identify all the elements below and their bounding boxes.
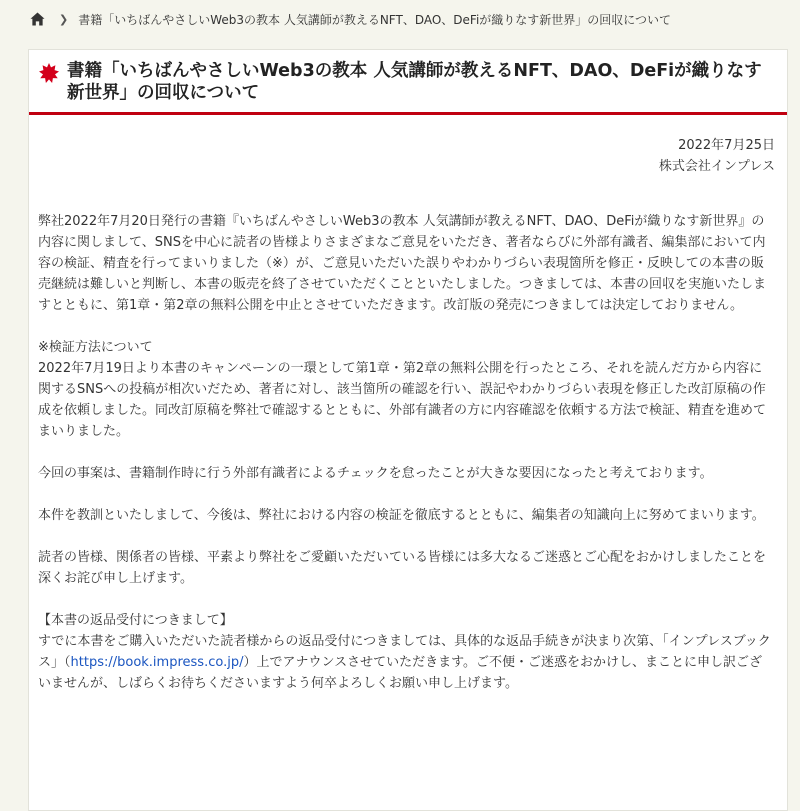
returns-text-after: ）上でアナウンスさせていただきます。ご不便・ご迷惑をおかけし、まことに申し訳ございませんが、しばらくお待ちくださいますよう何卒よろしくお願い申し上げます。 xyxy=(38,655,763,691)
breadcrumb xyxy=(0,0,800,38)
breadcrumb-current: 書籍「いちばんやさしいWeb3の教本 人気講師が教えるNFT、DAO、DeFiが織りなす新世界」の回収について xyxy=(78,12,672,27)
paragraph-announcement: 弊社2022年7月20日発行の書籍『いちばんやさしいWeb3の教本 人気講師が教えるNFT、DAO、DeFiが織りなす新世界』の内容に関しまして、SNSを中心に読者の皆様よりさまざまなご意見をいただき、著者ならびに外部有識者、編集部において内容の検証、精査を行ってまいりました（※）が、ご意見いただいた誤りやわかりづらい表現箇所を修正・反映しての本書の販売継続は難しいと判断し、本書の販売を終了させていただくことといたしました。つきましては、本書の回収を実施いたしますとともに、第1章・第2章の無料公開を中止とさせていただきます。改訂版の発売につきましては決定しておりません。 xyxy=(38,214,767,313)
article-header xyxy=(29,50,787,115)
paragraph-apology: 読者の皆様、関係者の皆様、平素より弊社をご愛顧いただいている皆様には多大なるご迷惑とご心配をおかけしましたことを深くお詫び申し上げます。 xyxy=(38,550,767,586)
paragraph-verification: 2022年7月19日より本書のキャンペーンの一環として第1章・第2章の無料公開を行ったところ、それを読んだ方から内容に関するSNSへの投稿が相次いだため、著者に対し、該当箇所の確認を行い、誤記やわかりづらい表現を修正した改訂原稿の作成を依頼しました。同改訂原稿を弊社で確認するとともに、外部有識者の方に内容確認を依頼する方法で検証、精査を進めてまいりました。 xyxy=(38,361,767,439)
paragraph-cause: 今回の事案は、書籍制作時に行う外部有識者によるチェックを怠ったことが大きな要因になったと考えております。 xyxy=(38,466,713,481)
article xyxy=(28,49,788,811)
paragraph-lesson: 本件を教訓といたしまして、今後は、弊社における内容の検証を徹底するとともに、編集者の知識向上に努めてまいります。 xyxy=(38,508,765,523)
returns-text-before: すでに本書をご購入いただいた読者様からの返品受付につきましては、具体的な返品手続きが決まり次第、「インプレスブックス」（ xyxy=(38,634,771,670)
impress-books-link[interactable]: https://book.impress.co.jp/ xyxy=(70,655,244,670)
article-body xyxy=(29,115,787,694)
returns-section xyxy=(38,610,775,694)
publish-date: 2022年7月25日 xyxy=(678,138,775,153)
page-title: 書籍「いちばんやさしいWeb3の教本 人気講師が教えるNFT、DAO、DeFiが織りなす新世界」の回収について xyxy=(67,61,762,103)
verification-section xyxy=(38,337,775,442)
company-name: 株式会社インプレス xyxy=(658,159,775,174)
chevron-right-icon: ❯ xyxy=(59,12,69,26)
burst-icon xyxy=(39,63,59,83)
date-block xyxy=(38,135,775,177)
returns-heading: 【本書の返品受付につきまして】 xyxy=(38,613,233,628)
returns-text xyxy=(38,631,775,694)
verification-heading: ※検証方法について xyxy=(38,340,153,355)
home-icon[interactable] xyxy=(30,12,45,26)
